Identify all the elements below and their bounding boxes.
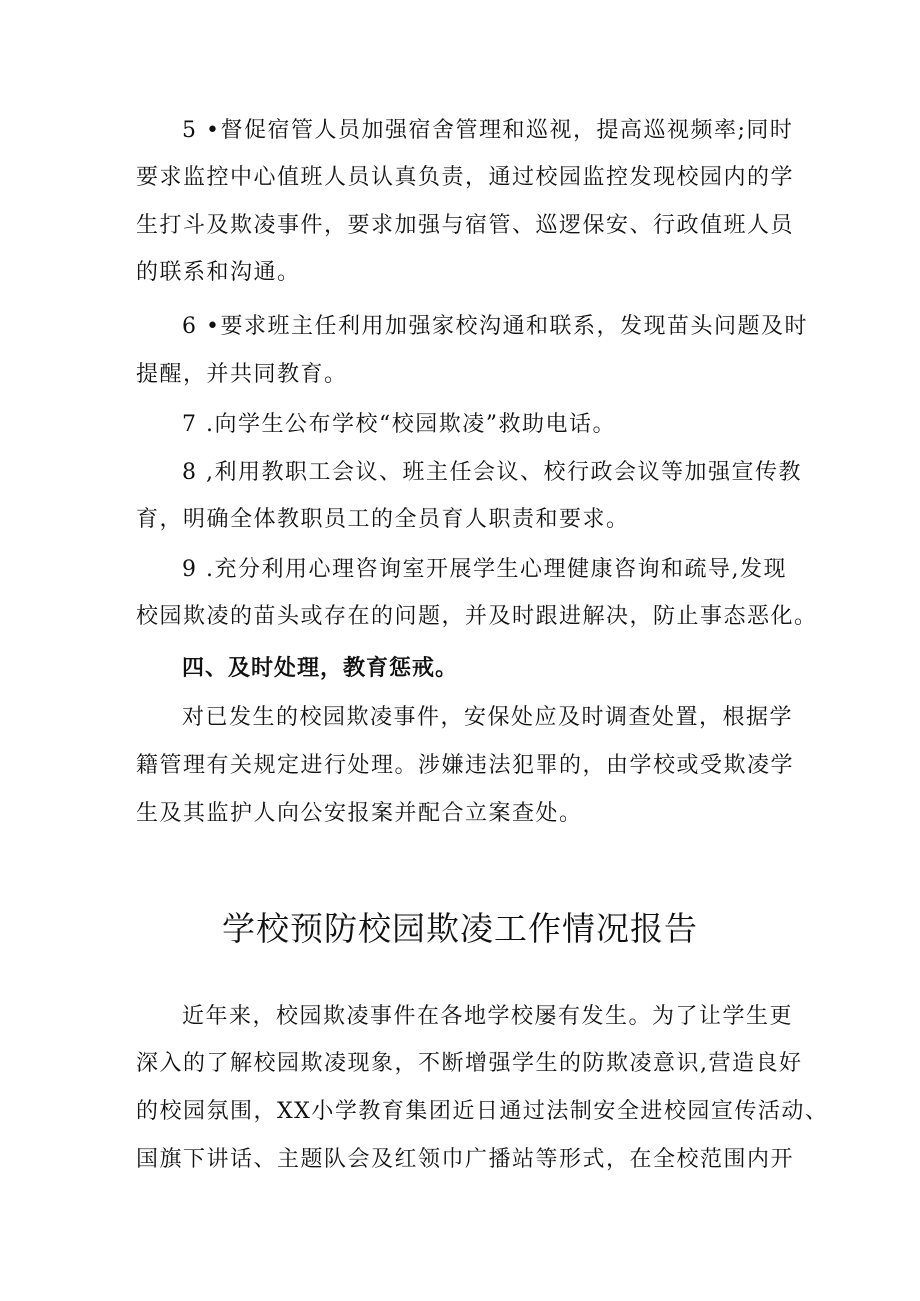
report-paragraph-line-4: 国旗下讲话、主题队会及红领巾广播站等形式，在全校范围内开: [136, 1147, 795, 1172]
item-5-line-3: 生打斗及欺凌事件，要求加强与宿管、巡逻保安、行政值班人员: [136, 213, 795, 238]
item-9-line-2: 校园欺凌的苗头或存在的问题，并及时跟进解决，防止事态恶化。: [136, 604, 818, 629]
section-paragraph-line-1: 对已发生的校园欺凌事件，安保处应及时调查处置，根据学: [182, 705, 794, 730]
item-8-line-2: 育，明确全体教职员工的全员育人职责和要求。: [136, 507, 630, 532]
item-5-line-2: 要求监控中心值班人员认真负责，通过校园监控发现校园内的学: [136, 165, 795, 190]
section-heading: 四、及时处理，教育惩戒。: [182, 656, 459, 681]
item-6-line-1: 6 •要求班主任利用加强家校沟通和联系，发现苗头问题及时: [182, 314, 808, 339]
section-paragraph-line-2: 籍管理有关规定进行处理。涉嫌违法犯罪的，由学校或受欺凌学: [136, 753, 795, 778]
report-paragraph-line-2: 深入的了解校园欺凌现象，不断增强学生的防欺凌意识,营造良好: [136, 1051, 803, 1076]
item-8-line-1: 8 ,利用教职工会议、班主任会议、校行政会议等加强宣传教: [182, 460, 802, 485]
item-5-line-1: 5 •督促宿管人员加强宿舍管理和巡视，提高巡视频率;同时: [182, 118, 794, 143]
report-title: 学校预防校园欺凌工作情况报告: [222, 909, 698, 948]
section-paragraph-line-3: 生及其监护人向公安报案并配合立案查处。: [136, 801, 583, 826]
item-9-line-1: 9 .充分利用心理咨询室开展学生心理健康咨询和疏导,发现: [182, 557, 787, 582]
report-paragraph-line-3: 的校园氛围，XX小学教育集团近日通过法制安全进校园宣传活动、: [136, 1099, 829, 1124]
item-6-line-2: 提醒，并共同教育。: [136, 362, 348, 387]
report-paragraph-line-1: 近年来，校园欺凌事件在各地学校屡有发生。为了让学生更: [182, 1004, 794, 1029]
item-7-line-1: 7 .向学生公布学校“校园欺凌”救助电话。: [182, 412, 616, 437]
item-5-line-4: 的联系和沟通。: [136, 260, 301, 285]
